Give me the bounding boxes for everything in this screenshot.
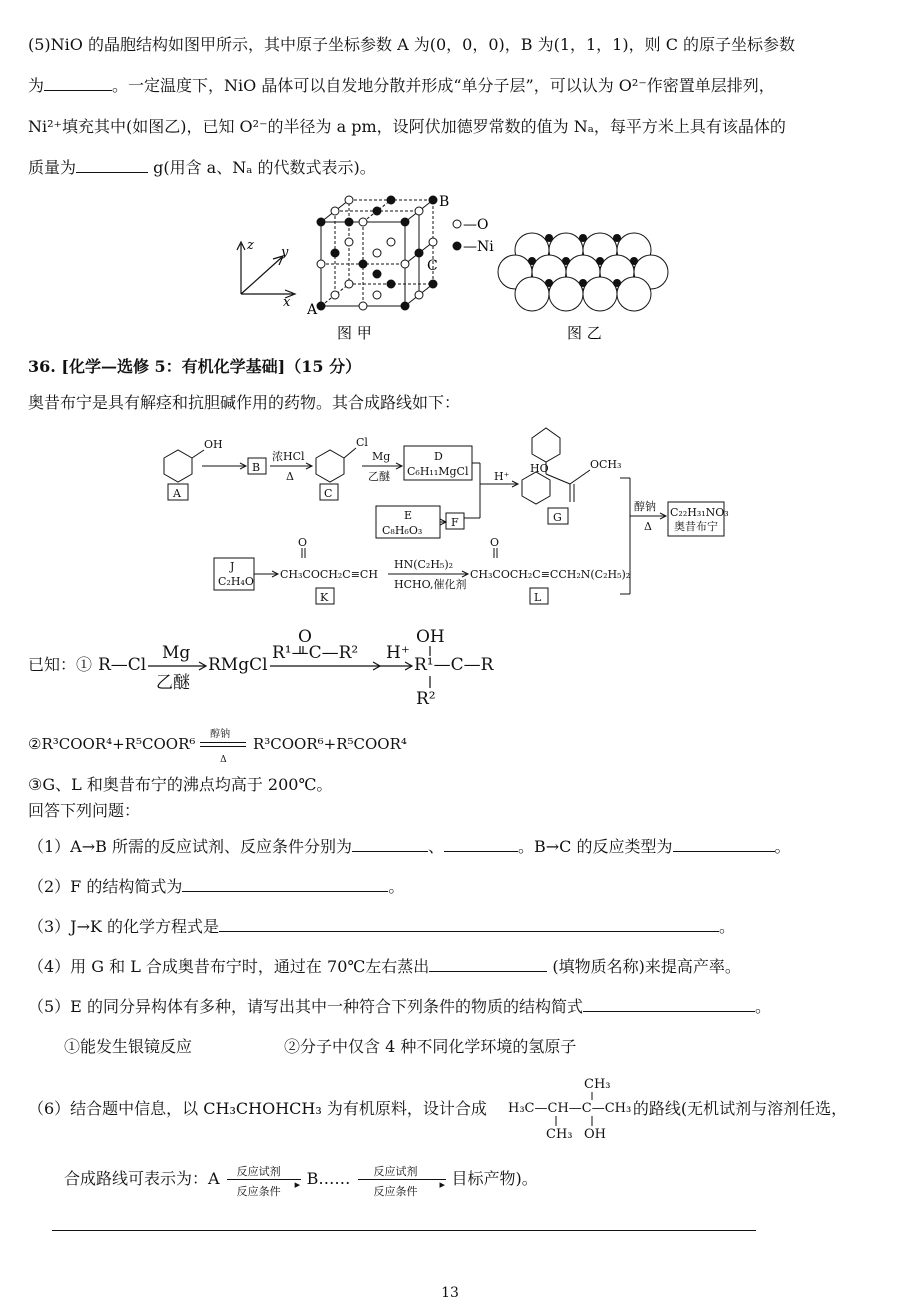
sub-question-1 [28,836,791,858]
scheme-ether: 乙醚 [368,470,390,483]
answer-blank[interactable] [583,997,755,1012]
scheme-box-g: G [553,511,562,524]
known-eq2-bottom: Δ [220,755,227,765]
route-b: B…… [306,1169,351,1188]
sub5-text: （5）E 的同分异构体有多种，请写出其中一种符合下列条件的物质的结构简式 [28,997,583,1016]
known-label: 已知：① [28,655,93,674]
scheme-och3: OCH₃ [590,458,622,471]
sub3-text: （3）J→K 的化学方程式是 [28,917,220,936]
scheme-reagent-hcl: 浓HCl [272,450,305,463]
scheme-box-c: C [324,487,333,500]
sub1-text-2: 。B→C 的反应类型为 [518,837,673,856]
sub2-end: 。 [388,877,405,896]
sub1-sep: 、 [428,837,445,856]
equilibrium-arrow [200,729,248,765]
q5-line-4-start: 质量为 [28,158,77,177]
scheme-product-formula: C₂₂H₃₁NO₃ [670,506,729,519]
scheme-reagent-hcho: HCHO,催化剂 [394,578,467,591]
answer-line[interactable] [52,1230,756,1231]
route-reagent-1: 反应试剂 [236,1164,281,1178]
axis-y-label: y [281,245,289,260]
scheme-oh: OH [204,438,223,451]
known-reaction-2 [28,729,407,765]
sub6-ch3-top: CH₃ [584,1077,611,1092]
sub-question-3 [28,916,735,938]
route-arrow-2: 反应试剂 ▸ 反应条件 [356,1169,452,1191]
q5-line-2-end: 。一定温度下，NiO 晶体可以自发地分散并形成“单分子层”，可以认为 O²⁻作密置单层排列， [112,76,775,95]
sub4-text: （4）用 G 和 L 合成奥昔布宁时，通过在 70℃左右蒸出 [28,957,430,976]
route-arrow-1: 反应试剂 ▸ 反应条件 [225,1169,307,1191]
q5-line-2 [28,75,775,97]
sub3-end: 。 [719,917,736,936]
answer-blank[interactable] [44,76,112,91]
sub1-end: 。 [774,837,791,856]
legend-ni-marker [453,242,461,250]
known-rmgcl: RMgCl [208,655,268,675]
phenol-ring [164,450,192,482]
scheme-l-structure: CH₃COCH₂C≡CCH₂N(C₂H₅)₂ [470,568,631,581]
scheme-mg: Mg [372,450,391,463]
q5-line-1: (5)NiO 的晶胞结构如图甲所示，其中原子坐标参数 A 为(0，0，0)，B 为(1，1，1)，则 C 的原子坐标参数 [28,35,796,54]
label-a: A [307,302,318,318]
answer-blank[interactable] [182,877,388,892]
page-number: 13 [441,1285,459,1301]
sub6-ch3-bottom: CH₃ [546,1127,573,1142]
scheme-k-structure: CH₃COCH₂C≡CH [280,568,378,581]
cyclohexane-ring [316,450,344,482]
scheme-box-e-name: E [404,509,413,522]
figure-yi-caption: 图 乙 [567,324,602,342]
label-b: B [439,194,450,210]
answer-blank[interactable] [444,837,518,852]
monolayer-diagram [498,233,668,311]
known-ether: 乙醚 [156,673,190,693]
known-eq2-right: R³COOR⁶+R⁵COOR⁴ [252,735,407,753]
answer-blank[interactable] [429,957,547,972]
sub6-oh: OH [584,1127,606,1142]
scheme-cl: Cl [356,436,368,449]
legend-o-marker [453,220,461,228]
scheme-ho: HO [530,462,549,475]
known-eq2-left: ②R³COOR⁴+R⁵COOR⁶ [28,735,196,753]
figure-jia-caption: 图 甲 [337,324,372,342]
scheme-box-j-name: J [230,560,235,573]
scheme-box-f: F [451,516,459,529]
scheme-box-d-formula: C₆H₁₁MgCl [407,465,469,478]
route-end: 目标产物)。 [451,1169,538,1188]
sub2-text: （2）F 的结构简式为 [28,877,183,896]
known-mg: Mg [162,643,191,663]
scheme-box-k: K [320,591,329,604]
known-oh: OH [416,627,445,647]
answer-blank[interactable] [219,917,719,932]
label-c: C [427,258,438,274]
answer-blank[interactable] [76,158,148,173]
legend-ni: —Ni [463,239,494,255]
scheme-box-d-name: D [434,450,443,463]
sub-question-2 [28,876,404,898]
known-eq2-top: 醇钠 [210,729,231,740]
q5-line-4-end: g(用含 a、Nₐ 的代数式表示)。 [153,158,376,177]
sub5-condition-1: ①能发生银镜反应 [64,1037,193,1056]
sub-question-5 [28,996,771,1018]
sub-question-4 [28,956,741,978]
scheme-box-l: L [534,591,542,604]
known-reaction-3: ③G、L 和奥昔布宁的沸点均高于 200℃。 [28,775,333,794]
known-ketone: R¹—C—R² [272,643,359,663]
sub-question-6 [28,1098,847,1120]
answer-blank[interactable] [352,837,428,852]
known-h-plus: H⁺ [386,643,410,663]
legend-o: —O [463,217,489,233]
scheme-box-e-formula: C₈H₆O₃ [382,524,423,537]
scheme-product-name: 奥昔布宁 [674,520,718,533]
known-reaction-1 [28,614,548,710]
scheme-box-j-formula: C₂H₄O [218,575,254,588]
g-cyclohexyl-ring [532,428,560,462]
route-condition-2: 反应条件 [373,1184,418,1198]
answer-intro: 回答下列问题： [28,801,141,820]
sub5-condition-2: ②分子中仅含 4 种不同化学环境的氢原子 [284,1037,577,1056]
crystal-figures [225,186,685,346]
scheme-reagent-amine: HN(C₂H₅)₂ [394,558,454,571]
sub6-target-chain: H₃C—CH—C—CH₃ [508,1101,632,1116]
scheme-sodium-alkoxide: 醇钠 [634,500,656,513]
sub1-text: （1）A→B 所需的反应试剂、反应条件分别为 [28,837,352,856]
scheme-delta-2: Δ [644,520,652,533]
q5-line-4 [28,157,376,179]
q5-line-3: Ni²⁺填充其中(如图乙)，已知 O²⁻的半径为 a pm，设阿伏加德罗常数的值为 Nₐ，每平方米上具有该晶体的 [28,117,786,136]
known-product: R¹—C—R [414,655,494,675]
route-start: 合成路线可表示为：A [64,1169,220,1188]
scheme-box-a: A [173,487,181,500]
g-phenyl-ring [522,472,550,504]
scheme-h-plus: H⁺ [494,470,510,483]
known-ketone-o: O [298,627,312,647]
sub6-target-structure [506,1072,652,1144]
axis-x-label: x [283,295,291,310]
cell-atoms [317,196,437,310]
axis-z-label: z [247,238,254,253]
q5-line-2-start: 为 [28,76,45,95]
route-condition-1: 反应条件 [236,1184,281,1198]
scheme-delta-1: Δ [286,470,294,483]
scheme-k-o: O [298,536,308,549]
scheme-box-b: B [252,461,261,474]
known-r-cl: R—Cl [98,655,147,675]
sub5-end: 。 [754,997,771,1016]
q36-intro: 奥昔布宁是具有解痉和抗胆碱作用的药物。其合成路线如下： [28,393,461,412]
synthesis-scheme [150,418,750,608]
sub4-end: (填物质名称)来提高产率。 [552,957,741,976]
known-r2: R² [416,689,436,709]
route-line [64,1164,538,1198]
route-reagent-2: 反应试剂 [373,1164,418,1178]
q36-title: 36. [化学—选修 5：有机化学基础]（15 分） [28,357,362,376]
sub6-text: （6）结合题中信息，以 CH₃CHOHCH₃ 为有机原料，设计合成 [28,1099,487,1118]
answer-blank[interactable] [673,837,775,852]
sub6-text-2: 的路线(无机试剂与溶剂任选， [632,1099,848,1118]
scheme-l-o: O [490,536,500,549]
